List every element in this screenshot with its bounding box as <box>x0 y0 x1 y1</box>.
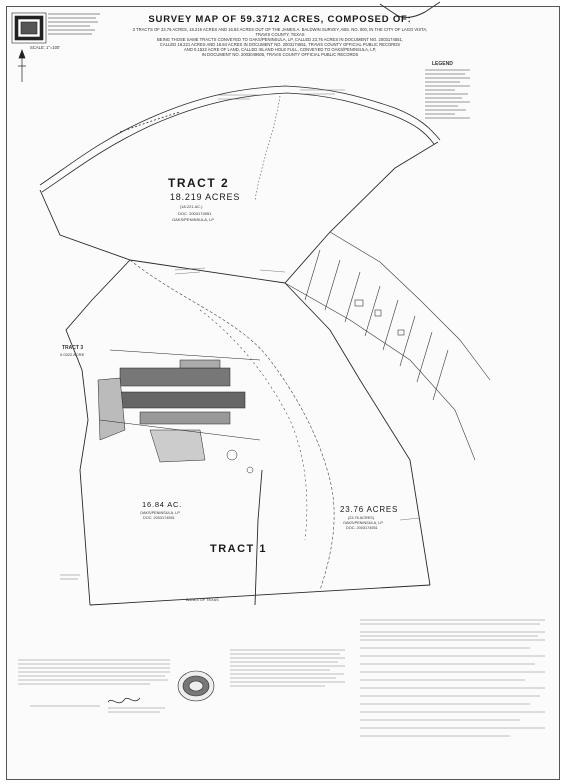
tract2-acres: 18.219 ACRES <box>170 192 241 202</box>
tract2-label: TRACT 2 <box>168 176 230 190</box>
scale-label: SCALE: 1"=100' <box>30 45 61 50</box>
tract3-acres: 0.0322 ACRE <box>60 352 85 357</box>
road-curve <box>130 260 334 590</box>
tract1b-sub: (23.76 ACRES) <box>348 516 374 520</box>
road-label: BANKS OF TEXAS <box>186 598 219 602</box>
subtitle-line: CALLED 18.221 ACRES AND 16.84 ACRES IN DOCUMENT NO. 2003174551, TRAVIS COUNTY OFFICIAL PUBLIC RECORDS <box>159 42 401 47</box>
tract1b-doc: DOC. 2003174551 <box>346 526 378 530</box>
tract1a-acres: 16.84 AC. <box>142 500 183 509</box>
corner-logo <box>12 13 100 43</box>
right-lots <box>285 232 490 460</box>
tract1b-owner: OAKS/PENINSULA, LP <box>343 521 383 525</box>
subtitle-line: AND 0.1522 ACRE OF LAND, CALLED ISLAND HOLE FULL, CONVEYED TO OAKS/PENINSULA, LP, <box>184 47 376 52</box>
north-arrow <box>18 50 26 82</box>
survey-title: SURVEY MAP OF 59.3712 ACRES, COMPOSED OF: <box>148 14 412 25</box>
tract1b-acres: 23.76 ACRES <box>340 505 399 514</box>
tract2-sub: (18.221 AC.) <box>180 204 203 209</box>
tract1a-doc: DOC. 2003174551 <box>143 516 175 520</box>
tract2-boundary <box>40 96 438 283</box>
bottom-notes <box>18 620 545 736</box>
top-road <box>40 86 440 192</box>
tract2-owner: OAKS/PENINSULA, LP <box>172 217 215 222</box>
subtitle-line: 3 TRACTS OF 23.76 ACRES, 18.219 ACRES AND 16.84 ACRES OUT OF THE JAMES A. BALDWIN SURVEY, ABS. NO. 000, IN THE CITY OF LAGO VISTA, TRAVIS COUNTY, TEXAS <box>132 27 428 37</box>
surveyor-seal <box>178 671 214 701</box>
legend-box <box>425 70 470 118</box>
legend-title: LEGEND <box>432 61 453 67</box>
tract2-doc: DOC. 2003174551 <box>178 211 212 216</box>
survey-subtitle <box>130 27 430 57</box>
tract1-label: TRACT 1 <box>210 543 267 555</box>
site-development <box>98 350 260 473</box>
subtitle-line: BEING THOSE SAME TRACTS CONVEYED TO OAKS/PENINSULA, LP, CALLED 23.76 ACRES IN DOCUMENT NO. 2003174551, <box>157 37 403 42</box>
tract3-label: TRACT 3 <box>62 345 84 351</box>
subtitle-line: IN DOCUMENT NO. 2003049605, TRAVIS COUNTY OFFICIAL PUBLIC RECORDS <box>201 52 359 57</box>
tract1a-owner: OAKS/PENINSULA, LP <box>140 511 180 515</box>
